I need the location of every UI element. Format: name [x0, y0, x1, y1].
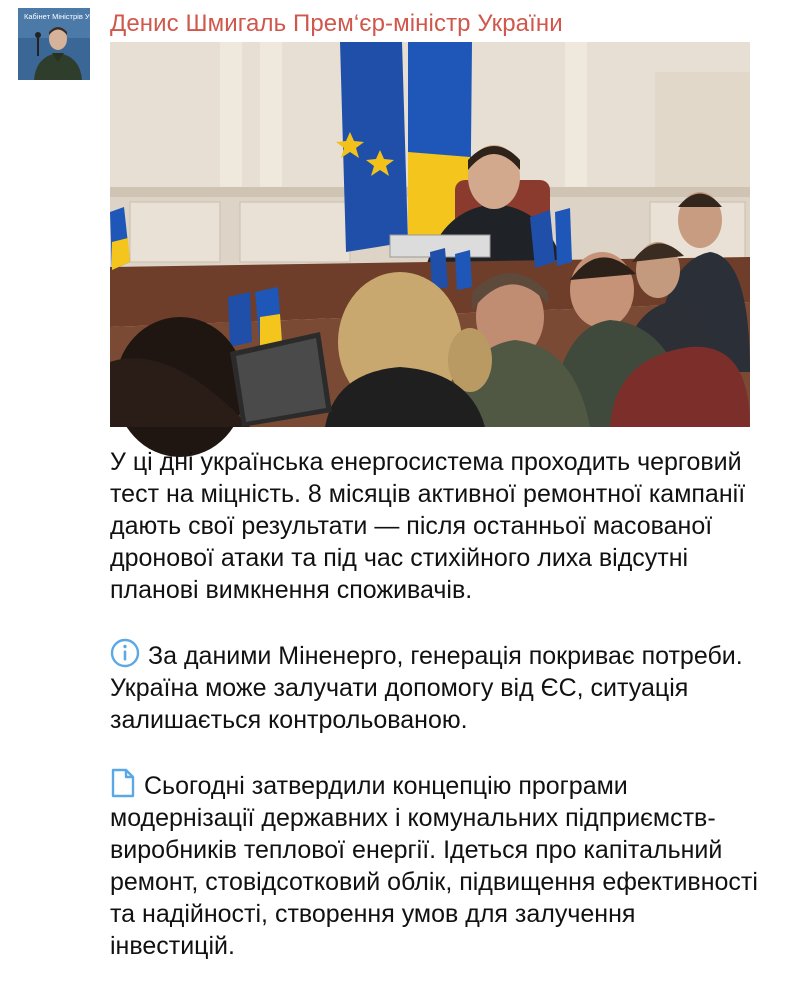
avatar-caption: Кабінет Міністрів України [24, 12, 112, 21]
post-text [110, 446, 760, 962]
meeting-photo [110, 42, 750, 427]
post-paragraph-3 [110, 768, 760, 962]
paragraph-2-text: За даними Міненерго, генерація покриває потреби. Україна може залучати допомогу від ЄС, ситуація залишається контрольованою. [110, 642, 743, 734]
author-name[interactable]: Денис Шмигаль Прем‘єр-міністр України [110, 10, 563, 37]
avatar-image [18, 8, 112, 80]
paragraph-3-text: Сьогодні затвердили концепцію програми модернізації державних і комунальних підприємств-виробників теплової енергії. Ідеться про капітальний ремонт, стовідсотковий облік, підвищення ефективності та надійності, створення умов для залучення інвестицій. [110, 772, 758, 960]
information-icon [110, 638, 140, 668]
page-facing-up-icon [110, 768, 136, 798]
post-photo[interactable] [110, 42, 750, 427]
channel-avatar[interactable] [18, 8, 112, 80]
post-paragraph-1: У ці дні українська енергосистема проходить черговий тест на міцність. 8 місяців активної ремонтної кампанії дають свої результати — після останньої масованої дронової атаки та під час стихійного лиха відсутні планові вимкнення споживачів. [110, 448, 746, 604]
post-paragraph-2 [110, 638, 760, 736]
